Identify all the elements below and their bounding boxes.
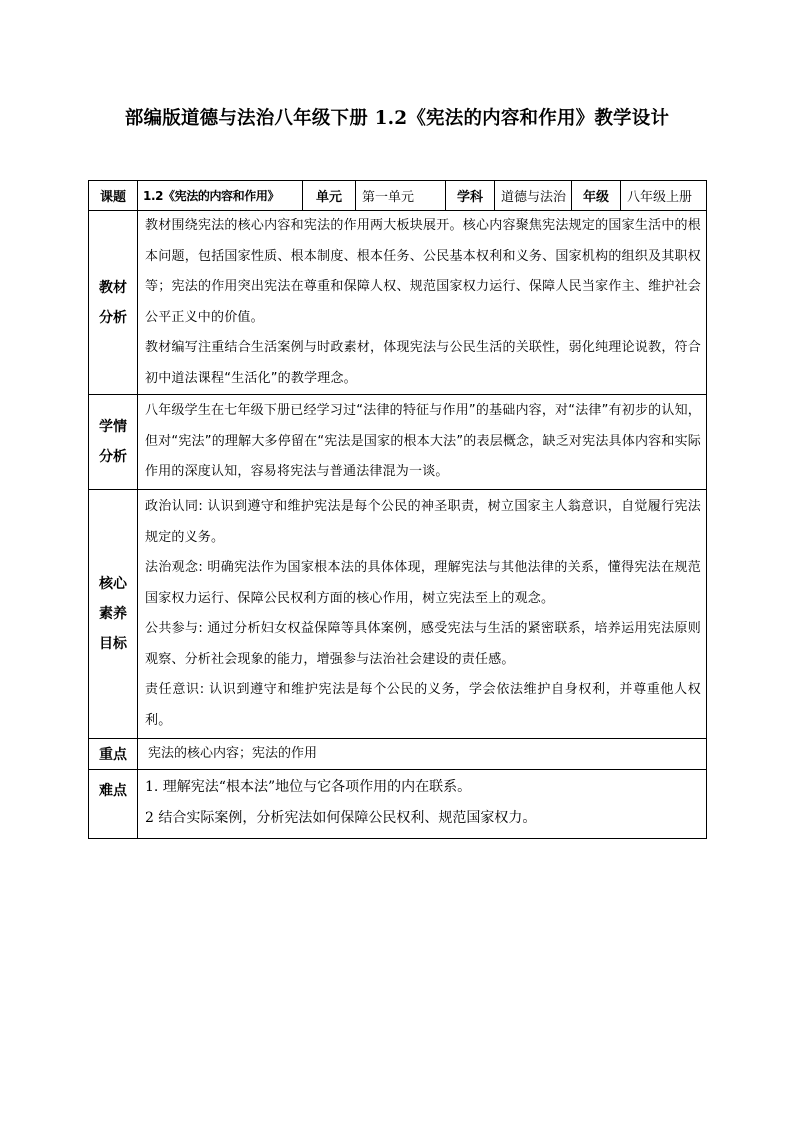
difficulty-item: 1. 理解宪法“根本法”地位与它各项作用的内在联系。 — [145, 779, 472, 795]
topic-label: 课题 — [89, 181, 138, 211]
core-literacy-label-line: 目标 — [99, 636, 127, 652]
key-points-row — [89, 739, 707, 770]
grade-value: 八年级上册 — [621, 181, 707, 211]
key-points-label: 重点 — [89, 739, 138, 770]
learner-analysis-label-line: 学情 — [99, 419, 127, 435]
unit-label: 单元 — [303, 181, 356, 211]
literacy-goal-item: 政治认同: 认识到遵守和维护宪法是每个公民的神圣职责，树立国家主人翁意识，自觉履行宪法规定的义务。 — [145, 499, 701, 545]
core-literacy-label-line: 素养 — [99, 606, 127, 622]
core-literacy-label-line: 核心 — [99, 576, 127, 592]
difficulty-item: 2 结合实际案例，分析宪法如何保障公民权利、规范国家权力。 — [145, 810, 537, 826]
textbook-analysis-label-line: 教材 — [99, 279, 127, 296]
subject-label: 学科 — [446, 181, 495, 211]
difficulties-row — [89, 770, 707, 839]
literacy-goal-item: 责任意识: 认识到遵守和维护宪法是每个公民的义务，学会依法维护自身权利，并尊重他人权利。 — [145, 682, 701, 728]
learner-analysis-row — [89, 395, 707, 490]
difficulties-content — [138, 770, 707, 839]
textbook-analysis-content — [138, 211, 707, 395]
difficulties-label: 难点 — [89, 770, 138, 839]
document-title: 部编版道德与法治八年级下册 1.2《宪法的内容和作用》教学设计 — [124, 108, 670, 129]
literacy-goal-item: 法治观念: 明确宪法作为国家根本法的具体体现，理解宪法与其他法律的关系，懂得宪法在规范国家权力运行、保障公民权利方面的核心作用，树立宪法至上的观念。 — [145, 560, 701, 606]
meta-row — [89, 181, 707, 211]
learner-analysis-label-line: 分析 — [99, 449, 127, 465]
textbook-analysis-paragraph: 教材编写注重结合生活案例与时政素材，体现宪法与公民生活的关联性，弱化纯理论说教，符合初中道法课程“生活化”的教学理念。 — [145, 340, 701, 386]
subject-value: 道德与法治 — [495, 181, 572, 211]
textbook-analysis-paragraph: 教材围绕宪法的核心内容和宪法的作用两大板块展开。核心内容聚焦宪法规定的国家生活中的根本问题，包括国家性质、根本制度、根本任务、公民基本权利和义务、国家机构的组织及其职权等；宪法的作用突出宪法在尊重和保障人权、规范国家权力运行、保障人民当家作主、维护社会公平正义中的价值。 — [145, 218, 701, 325]
grade-label: 年级 — [572, 181, 621, 211]
lesson-plan-table — [88, 180, 707, 839]
core-literacy-content — [138, 490, 707, 739]
core-literacy-row — [89, 490, 707, 739]
key-points-content: 宪法的核心内容；宪法的作用 — [138, 739, 707, 770]
core-literacy-label — [89, 490, 138, 739]
unit-value: 第一单元 — [356, 181, 446, 211]
learner-analysis-label — [89, 395, 138, 490]
literacy-goal-item: 公共参与: 通过分析妇女权益保障等具体案例，感受宪法与生活的紧密联系，培养运用宪法原则观察、分析社会现象的能力，增强参与法治社会建设的责任感。 — [145, 621, 701, 667]
learner-analysis-content — [138, 395, 707, 490]
textbook-analysis-label — [89, 211, 138, 395]
textbook-analysis-row — [89, 211, 707, 395]
learner-analysis-paragraph: 八年级学生在七年级下册已经学习过“法律的特征与作用”的基础内容，对“法律”有初步的认知，但对“宪法”的理解大多停留在“宪法是国家的根本大法”的表层概念，缺乏对宪法具体内容和实际作用的深度认知，容易将宪法与普通法律混为一谈。 — [145, 403, 701, 480]
textbook-analysis-label-line: 分析 — [99, 309, 127, 326]
topic-value: 1.2《宪法的内容和作用》 — [138, 181, 303, 211]
